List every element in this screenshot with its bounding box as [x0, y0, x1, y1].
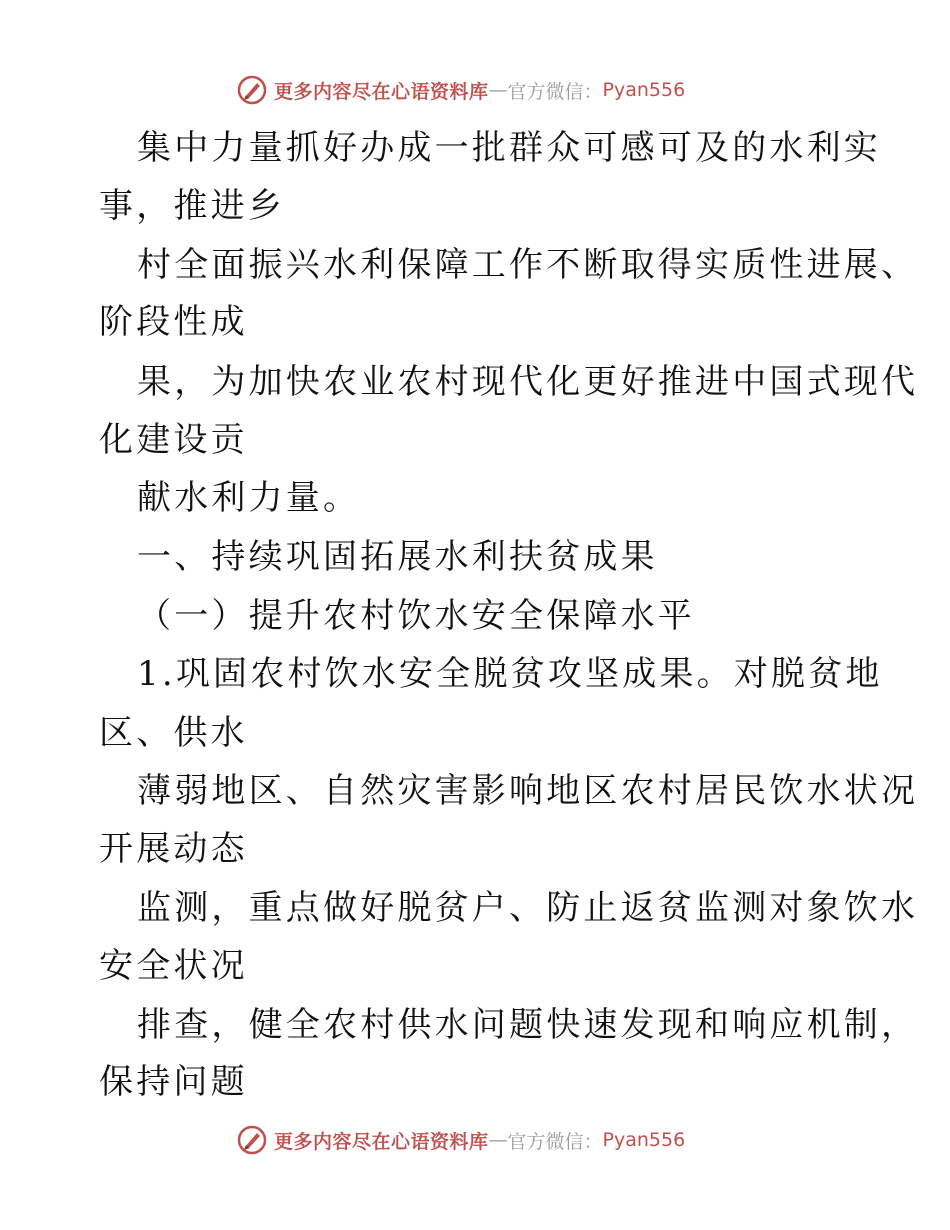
text-line: 排查，健全农村供水问题快速发现和响应机制， [137, 1005, 919, 1045]
watermark-wechat-id: Pyan556 [602, 79, 686, 101]
text-line: 事，推进乡 [99, 186, 285, 226]
text-line: 化建设贡 [99, 420, 248, 460]
text-line: 安全状况 [99, 946, 248, 986]
pen-logo-icon [236, 1124, 268, 1156]
watermark-separator: — [488, 79, 508, 101]
text-line: 开展动态 [99, 829, 248, 869]
subsection-heading: （一）提升农村饮水安全保障水平 [137, 596, 695, 636]
text-line: 薄弱地区、自然灾害影响地区农村居民饮水状况 [137, 771, 919, 811]
watermark-wechat-id: Pyan556 [602, 1129, 686, 1151]
text-line: 1.巩固农村饮水安全脱贫攻坚成果。对脱贫地 [137, 654, 883, 694]
watermark-brand: 更多内容尽在心语资料库 [274, 80, 489, 103]
text-line: 保持问题 [99, 1062, 248, 1102]
text-line: 村全面振兴水利保障工作不断取得实质性进展、 [137, 245, 919, 285]
text-line: 监测，重点做好脱贫户、防止返贫监测对象饮水 [137, 888, 919, 928]
watermark-brand: 更多内容尽在心语资料库 [274, 1130, 489, 1153]
text-line: 果，为加快农业农村现代化更好推进中国式现代 [137, 362, 919, 402]
text-line: 献水利力量。 [137, 478, 361, 518]
section-heading: 一、持续巩固拓展水利扶贫成果 [137, 537, 658, 577]
watermark-separator: — [488, 1129, 508, 1151]
text-line: 区、供水 [99, 713, 248, 753]
text-line: 集中力量抓好办成一批群众可感可及的水利实 [137, 128, 881, 168]
text-line: 阶段性成 [99, 302, 248, 342]
header-watermark [236, 73, 685, 107]
pen-logo-icon [236, 74, 268, 106]
watermark-official-label: 官方微信： [507, 1130, 603, 1153]
footer-watermark [236, 1123, 685, 1157]
watermark-official-label: 官方微信： [507, 80, 603, 103]
